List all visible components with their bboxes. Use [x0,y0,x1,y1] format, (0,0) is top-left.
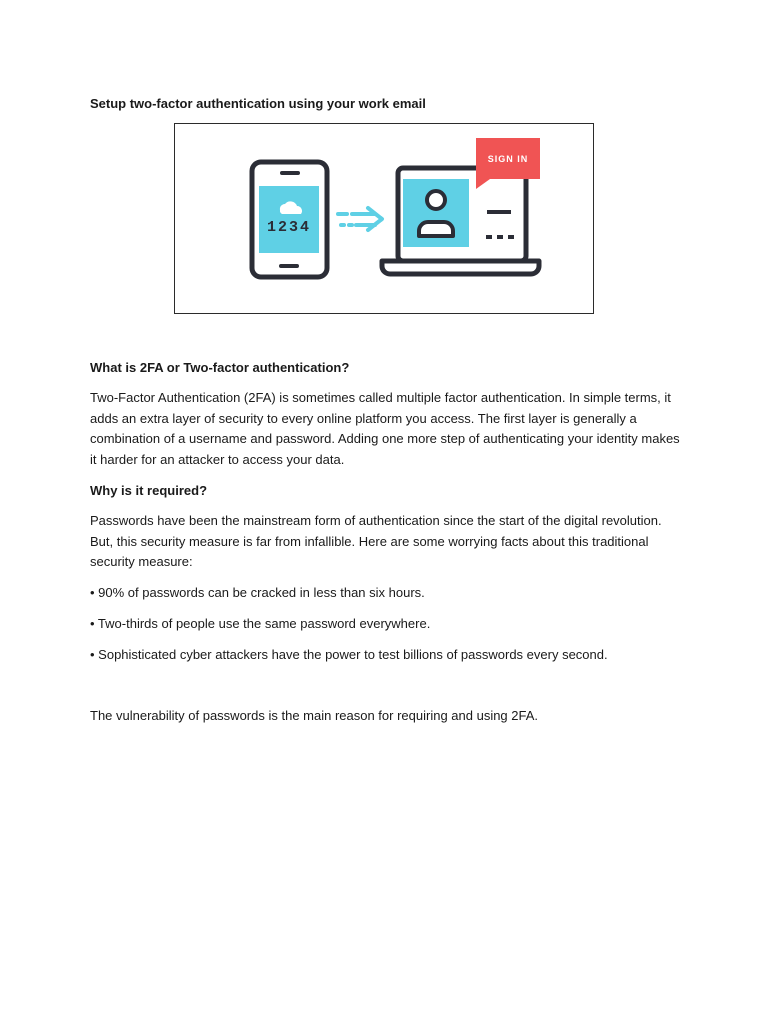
arrow-icon [338,208,382,230]
paragraph-what-is-2fa: Two-Factor Authentication (2FA) is sometimes called multiple factor authentication. In simple terms, it adds an extra layer of security to every online platform you access. The first layer is generally a combination of a username and password. Adding one more step of authenticating your identity makes it harder for an attacker to access your data. [90,390,680,467]
list-item: • 90% of passwords can be cracked in less than six hours. [90,585,425,600]
paragraph-why-required: Passwords have been the mainstream form of authentication since the start of the digital revolution. But, this security measure is far from infallible. Here are some worrying facts about this traditional security measure: [90,513,662,569]
list-item: • Sophisticated cyber attackers have the power to test billions of passwords every second. [90,647,608,662]
document-title: Setup two-factor authentication using your work email [90,96,426,111]
section-heading-why: Why is it required? [90,483,208,498]
laptop-icon [382,168,539,274]
list-item: • Two-thirds of people use the same password everywhere. [90,616,431,631]
two-factor-illustration [174,123,594,314]
section-heading-what: What is 2FA or Two-factor authentication? [90,360,350,375]
sign-in-label: SIGN IN [487,154,529,164]
phone-code: 1234 [266,219,312,236]
paragraph-conclusion: The vulnerability of passwords is the main reason for requiring and using 2FA. [90,708,539,723]
